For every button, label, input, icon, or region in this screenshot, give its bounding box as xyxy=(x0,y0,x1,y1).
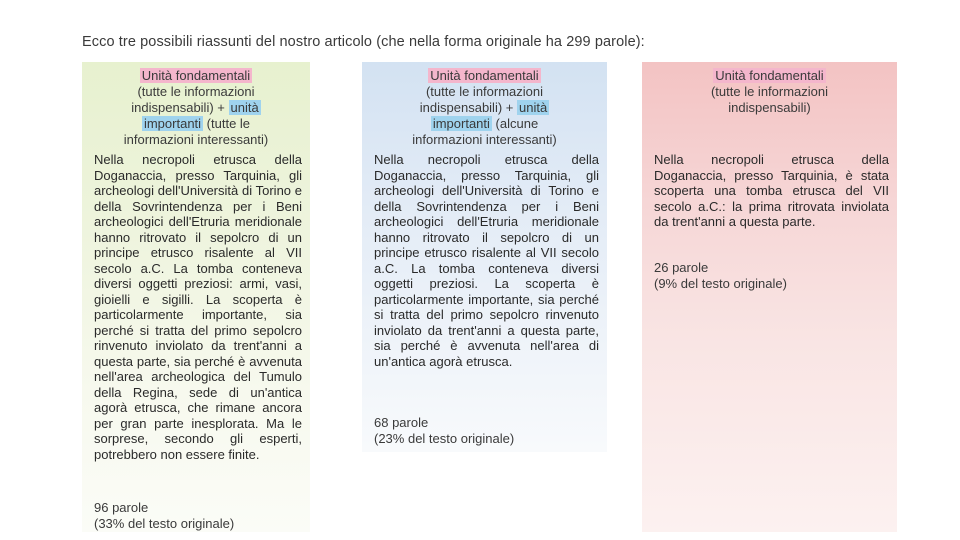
header-line: (tutte le xyxy=(206,116,251,131)
word-count-percent: (9% del testo originale) xyxy=(654,275,787,291)
important-units-label: unità xyxy=(519,100,548,115)
header-line: indispensabili) + xyxy=(419,100,514,115)
fundamental-units-label: Unità fondamentali xyxy=(141,68,251,83)
header-line: indispensabili) xyxy=(728,100,811,115)
word-count xyxy=(94,500,234,531)
header-line: (tutte le informazioni xyxy=(425,84,544,99)
important-units-label: unità xyxy=(230,100,259,115)
panel-header xyxy=(82,68,310,148)
summary-panel-medium xyxy=(362,62,607,452)
header-line: informazioni interessanti) xyxy=(123,132,269,147)
important-units-label: importanti xyxy=(143,116,202,131)
summary-panel-long xyxy=(82,62,310,532)
summary-text: Nella necropoli etrusca della Doganaccia, presso Tarquinia, gli archeologi dell'Università di Torino e della Sovrintendenza per i Beni archeologici dell'Etruria meridionale hanno ritrovato il sepolcro di un principe etrusco risalente al VII secolo a.C. La tomba conteneva diversi oggetti preziosi. La scoperta è particolarmente importante, sia perché si tratta del primo sepolcro rinvenuto inviolato da trent'anni a questa parte, sia perché è avvenuta nell'area di un'antica agorà etrusca. xyxy=(374,152,599,369)
summary-text: Nella necropoli etrusca della Doganaccia, presso Tarquinia, è stata scoperta una tomba etrusca del VII secolo a.C.: la prima ritrovata inviolata da trent'anni a questa parte. xyxy=(654,152,889,229)
word-count-percent: (23% del testo originale) xyxy=(374,430,515,446)
summary-text: Nella necropoli etrusca della Doganaccia, presso Tarquinia, gli archeologi dell'Università di Torino e della Sovrintendenza per i Beni archeologici dell'Etruria meridionale hanno ritrovato il sepolcro di un principe etrusco risalente al VII secolo a.C. La tomba conteneva diversi oggetti preziosi: armi, vasi, gioielli e sigilli. La scoperta è particolarmente importante, sia perché si tratta del primo sepolcro rinvenuto inviolato da trent'anni a questa parte, sia perché è avvenuta nell'area archeologica del Tumulo della Regina, sede di un'antica agorà etrusca, che rimane ancora per gran parte inesplorata. Ma le sorprese, secondo gli esperti, potrebbero non essere finite. xyxy=(94,152,302,462)
fundamental-units-label: Unità fondamentali xyxy=(430,68,539,83)
panel-header xyxy=(362,68,607,148)
word-count xyxy=(374,415,514,446)
summary-panel-short xyxy=(642,62,897,532)
page-heading: Ecco tre possibili riassunti del nostro articolo (che nella forma originale ha 299 parole): xyxy=(82,34,645,50)
word-count-value: 68 parole xyxy=(374,415,429,430)
important-units-label: importanti xyxy=(432,116,490,131)
word-count-value: 26 parole xyxy=(654,260,709,275)
fundamental-units-label: Unità fondamentali xyxy=(715,68,824,83)
word-count-value: 96 parole xyxy=(94,500,149,515)
header-line: (tutte le informazioni xyxy=(710,84,829,99)
header-line: informazioni interessanti) xyxy=(412,132,557,147)
header-line: (tutte le informazioni xyxy=(137,84,255,99)
header-line: indispensabili) + xyxy=(131,100,225,115)
word-count xyxy=(654,260,787,291)
header-line: (alcune xyxy=(495,116,539,131)
panel-header xyxy=(642,68,897,116)
word-count-percent: (33% del testo originale) xyxy=(94,515,235,531)
